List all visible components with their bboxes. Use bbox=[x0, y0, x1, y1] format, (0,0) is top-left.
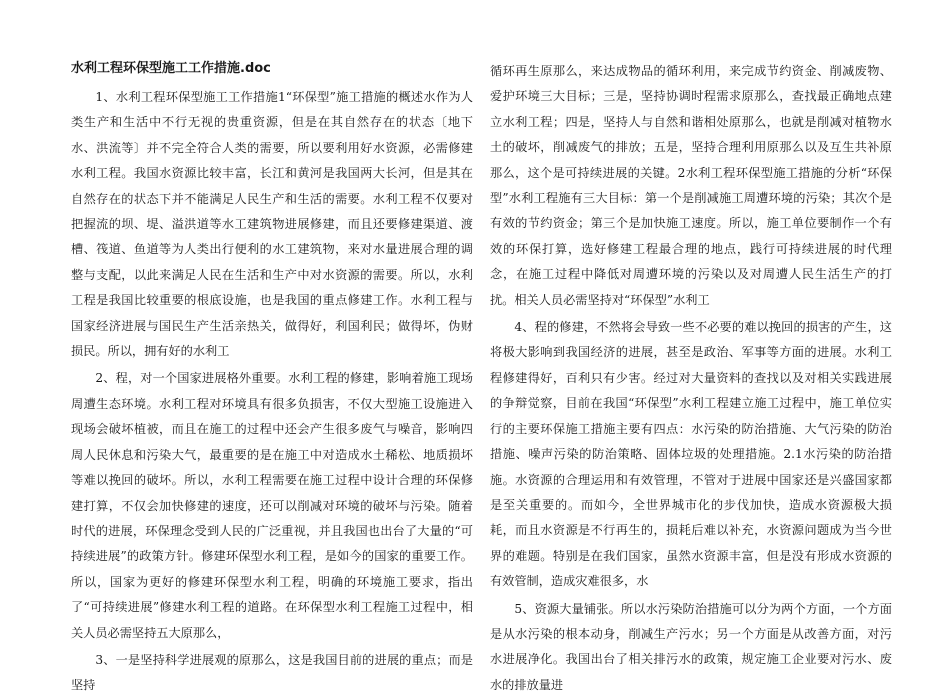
paragraph-4: 4、程的修建，不然将会导致一些不必要的难以挽回的损害的产生，这将极大影响到我国经济的进展，甚至是政治、军事等方面的进展。水利工程修建得好，百利只有少害。经过对大量资料的查找以及对相关实践进展的争辩觉察，目前在我国“环保型”水利工程建立施工过程中，施工单位实行的主要环保施工措施主要有四点：水污染的防治措施、大气污染的防治措施、噪声污染的防治策略、固体垃圾的处理措施。2.1水污染的防治措施。水资源的合理运用和有效管理，不管对于进展中国家还是兴盛国家都是至关重要的。而如今，全世界城市化的步伐加快，造成水资源极大损耗，而且水资源是不行再生的，损耗后难以补充，水资源问题成为当今世界的难题。特别是在我们国家，虽然水资源丰富，但是没有形成水资源的有效管制，造成灾难很多，水 bbox=[490, 320, 892, 589]
document-title: 水利工程环保型施工工作措施.doc bbox=[71, 61, 271, 76]
paragraph-1: 1、水利工程环保型施工工作措施1“环保型”施工措施的概述水作为人类生产和生活中不行无视的贵重资源，但是在其自然存在的状态〔地下水、洪流等〕并不完全符合人类的需要，所以要利用好水资源，必需修建水利工程。我国水资源比较丰富，长江和黄河是我国两大长河，但是其在自然存在的状态下并不能满足人民生产和生活的需要。水利工程不仅要对把握流的坝、堤、溢洪道等水工建筑物进展修建，而且还要修建渠道、渡槽、筏道、鱼道等为人类出行便利的水工建筑物，来对水量进展合理的调整与支配，以此来满足人民在生活和生产中对水资源的需要。所以，水利工程是我国比较重要的根底设施，也是我国的重点修建工作。水利工程与国家经济进展与国民生产生活亲热关，做得好，利国利民；做得坏，伪财损民。所以，拥有好的水利工 bbox=[71, 90, 473, 359]
left-column bbox=[71, 59, 473, 699]
paragraph-2: 2、程，对一个国家进展格外重要。水利工程的修建，影响着施工现场周遭生态环境。水利工程对环境具有很多负损害，不仅大型施工设施进入现场会破坏植被，而且在施工的过程中还会产生很多废气与噪音，影响四周人民休息和污染大气，最重要的是在施工中对造成水土稀松、地质损坏等难以挽回的破坏。所以，水利工程需要在施工过程中设计合理的环保修建打算，不仅会加快修建的速度，还可以削减对环境的破坏与污染。随着时代的进展，环保理念受到人民的广泛重视，并且我国也出台了大量的“可持续进展”的政策方针。修建环保型水利工程，是如今的国家的重要工作。所以，国家为更好的修建环保型水利工程，明确的环境施工要求，指出了“可持续进展”修建水利工程的道路。在环保型水利工程施工过程中，相关人员必需坚持五大原那么， bbox=[71, 371, 473, 640]
paragraph-3: 3、一是坚持科学进展观的原那么，这是我国目前的进展的重点；而是坚持 bbox=[71, 652, 473, 693]
right-column bbox=[490, 59, 892, 698]
paragraph-5: 5、资源大量铺张。所以水污染防治措施可以分为两个方面，一个方面是从水污染的根本动身，削减生产污水；另一个方面是从改善方面，对污水进展净化。我国出台了相关排污水的政策，规定施工企业要对污水、废水的排放量进 bbox=[490, 601, 892, 692]
paragraph-3-continued: 循环再生原那么，来达成物品的循环利用，来完成节约资金、削减废物、爱护环境三大目标；三是，坚持协调时程需求原那么，查找最正确地点建立水利工程；四是，坚持人与自然和谐相处原那么，也就是削减对植物水土的破坏，削减废气的排放；五是，坚持合理利用原那么以及互生共补原那么，这个是可持续进展的关键。2水利工程环保型施工措施的分析“环保型”水利工程施有三大目标：第一个是削减施工周遭环境的污染；其次个是有效的节约资金；第三个是加快施工速度。所以，施工单位要制作一个有效的环保打算，选好修建工程最合理的地点，践行可持续进展的时代理念，在施工过程中降低对周遭环境的污染以及对周遭人民生活生产的打扰。相关人员必需坚持对“环保型”水利工 bbox=[490, 64, 892, 307]
